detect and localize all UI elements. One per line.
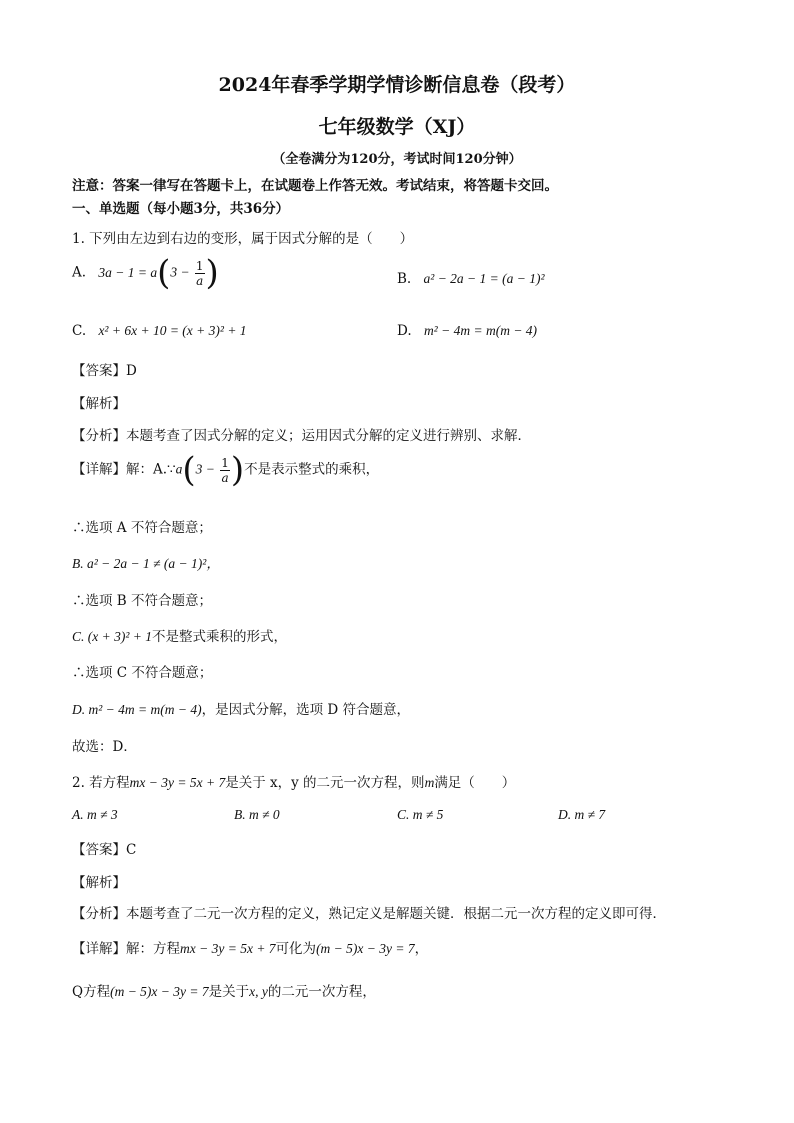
- answer-value: C: [126, 842, 137, 858]
- q1-option-c-expr: x² + 6x + 10 = (x + 3)² + 1: [98, 323, 247, 338]
- step-6-expr: D. m² − 4m = m(m − 4): [72, 702, 202, 717]
- fraction-1-over-a: $\frac{1}{a}$: [221, 455, 229, 485]
- q1-fenxi: [72, 424, 531, 444]
- q1-option-a-label: A.: [72, 264, 87, 281]
- q2-fenxi: [72, 902, 666, 922]
- q2-analysis-tag: 【解析】: [72, 875, 126, 891]
- q2-option-b: B. m ≠ 0: [234, 807, 280, 822]
- q2-option-c: C. m ≠ 5: [397, 807, 444, 822]
- q1-detail: [72, 450, 380, 490]
- detail-a: a: [175, 461, 183, 477]
- fenxi-text: 本题考查了因式分解的定义；运用因式分解的定义进行辨别、求解．: [126, 428, 531, 444]
- q1-option-a-expr: 3a − 1 = a: [98, 264, 158, 280]
- q1-step-7: 故选：D．: [72, 739, 137, 755]
- q1-option-d: [397, 323, 537, 339]
- q2-last-line: [72, 980, 376, 1000]
- answer-tag: 【答案】: [72, 842, 126, 858]
- q1-option-c-label: C.: [72, 323, 87, 339]
- exam-subtitle: 七年级数学（XJ）: [318, 116, 476, 138]
- fraction-1-over-a: $\frac{1}{a}$: [195, 258, 204, 288]
- detail-lead: 解：A.∵: [126, 461, 176, 478]
- q1-option-a-inner: 3 −: [170, 264, 190, 280]
- q1-analysis-tag: 【解析】: [72, 396, 126, 412]
- q2-stem-m: m: [424, 775, 435, 790]
- detail-inner: 3 −: [195, 461, 215, 477]
- q2-stem-expr: mx − 3y = 5x + 7: [129, 775, 226, 790]
- q1-step-2: B. a² − 2a − 1 ≠ (a − 1)²，: [72, 556, 220, 571]
- right-paren: ): [230, 450, 245, 490]
- last-b: 是关于: [208, 984, 250, 1000]
- detail-a: 解：方程: [126, 941, 180, 957]
- q2-answer: [72, 838, 136, 858]
- fenxi-tag: 【分析】: [72, 906, 126, 922]
- last-xy: x, y: [249, 984, 268, 999]
- q1-step-4: [72, 625, 287, 645]
- q1-step-3: ∴选项 B 不符合题意；: [72, 593, 213, 609]
- step-6-tail: ，是因式分解，选项 D 符合题意，: [201, 702, 411, 718]
- section-heading: 一、单选题（每小题3分，共36分）: [72, 201, 290, 217]
- q1-step-5: ∴选项 C 不符合题意；: [72, 665, 213, 681]
- exam-title: 2024年春季学期学情诊断信息卷（段考）: [218, 74, 576, 96]
- left-paren: (: [157, 253, 171, 293]
- answer-tag: 【答案】: [72, 363, 126, 379]
- last-expr: (m − 5)x − 3y = 7: [110, 984, 209, 999]
- fenxi-tag: 【分析】: [72, 428, 126, 444]
- q1-option-b: [397, 271, 545, 287]
- detail-c: ，: [414, 941, 429, 957]
- q1-option-b-expr: a² − 2a − 1 = (a − 1)²: [423, 271, 545, 286]
- q1-option-a: [72, 253, 219, 293]
- step-4-expr: C. (x + 3)² + 1: [72, 629, 153, 644]
- step-4-tail: 不是整式乘积的形式，: [152, 629, 288, 645]
- q1-step-6: [72, 698, 410, 718]
- last-lead: Q方程: [72, 984, 111, 1000]
- detail-tail: 不是表示整式的乘积，: [244, 461, 380, 478]
- notice: 注意：答案一律写在答题卡上，在试题卷上作答无效。考试结束，将答题卡交回。: [72, 178, 558, 194]
- detail-tag: 【详解】: [72, 461, 126, 478]
- left-paren: (: [182, 450, 196, 490]
- q1-step-1: ∴选项 A 不符合题意；: [72, 520, 212, 536]
- answer-value: D: [126, 363, 137, 379]
- last-c: 的二元一次方程，: [267, 984, 376, 1000]
- detail-expr-2: (m − 5)x − 3y = 7: [316, 941, 415, 956]
- fenxi-text: 本题考查了二元一次方程的定义，熟记定义是解题关键．根据二元一次方程的定义即可得．: [126, 906, 666, 922]
- q2-stem: [72, 771, 515, 791]
- right-paren: ): [205, 253, 219, 293]
- detail-b: 可化为: [275, 941, 317, 957]
- detail-expr-1: mx − 3y = 5x + 7: [180, 941, 276, 956]
- q2-detail: [72, 937, 428, 957]
- q2-option-d: D. m ≠ 7: [558, 807, 606, 822]
- score-note: （全卷满分为120分，考试时间120分钟）: [272, 152, 522, 167]
- q1-stem: 1. 下列由左边到右边的变形，属于因式分解的是（ ）: [72, 231, 414, 247]
- q1-option-d-label: D.: [397, 323, 412, 339]
- q1-option-d-expr: m² − 4m = m(m − 4): [423, 323, 538, 338]
- detail-tag: 【详解】: [72, 941, 126, 957]
- q1-answer: [72, 359, 137, 379]
- q1-option-b-label: B.: [397, 271, 412, 287]
- q1-option-c: [72, 323, 247, 339]
- q2-stem-c: 满足（ ）: [434, 775, 516, 791]
- q2-stem-a: 2. 若方程: [72, 775, 130, 791]
- q2-stem-b: 是关于 x，y 的二元一次方程，则: [225, 775, 425, 791]
- q2-option-a: A. m ≠ 3: [72, 807, 118, 822]
